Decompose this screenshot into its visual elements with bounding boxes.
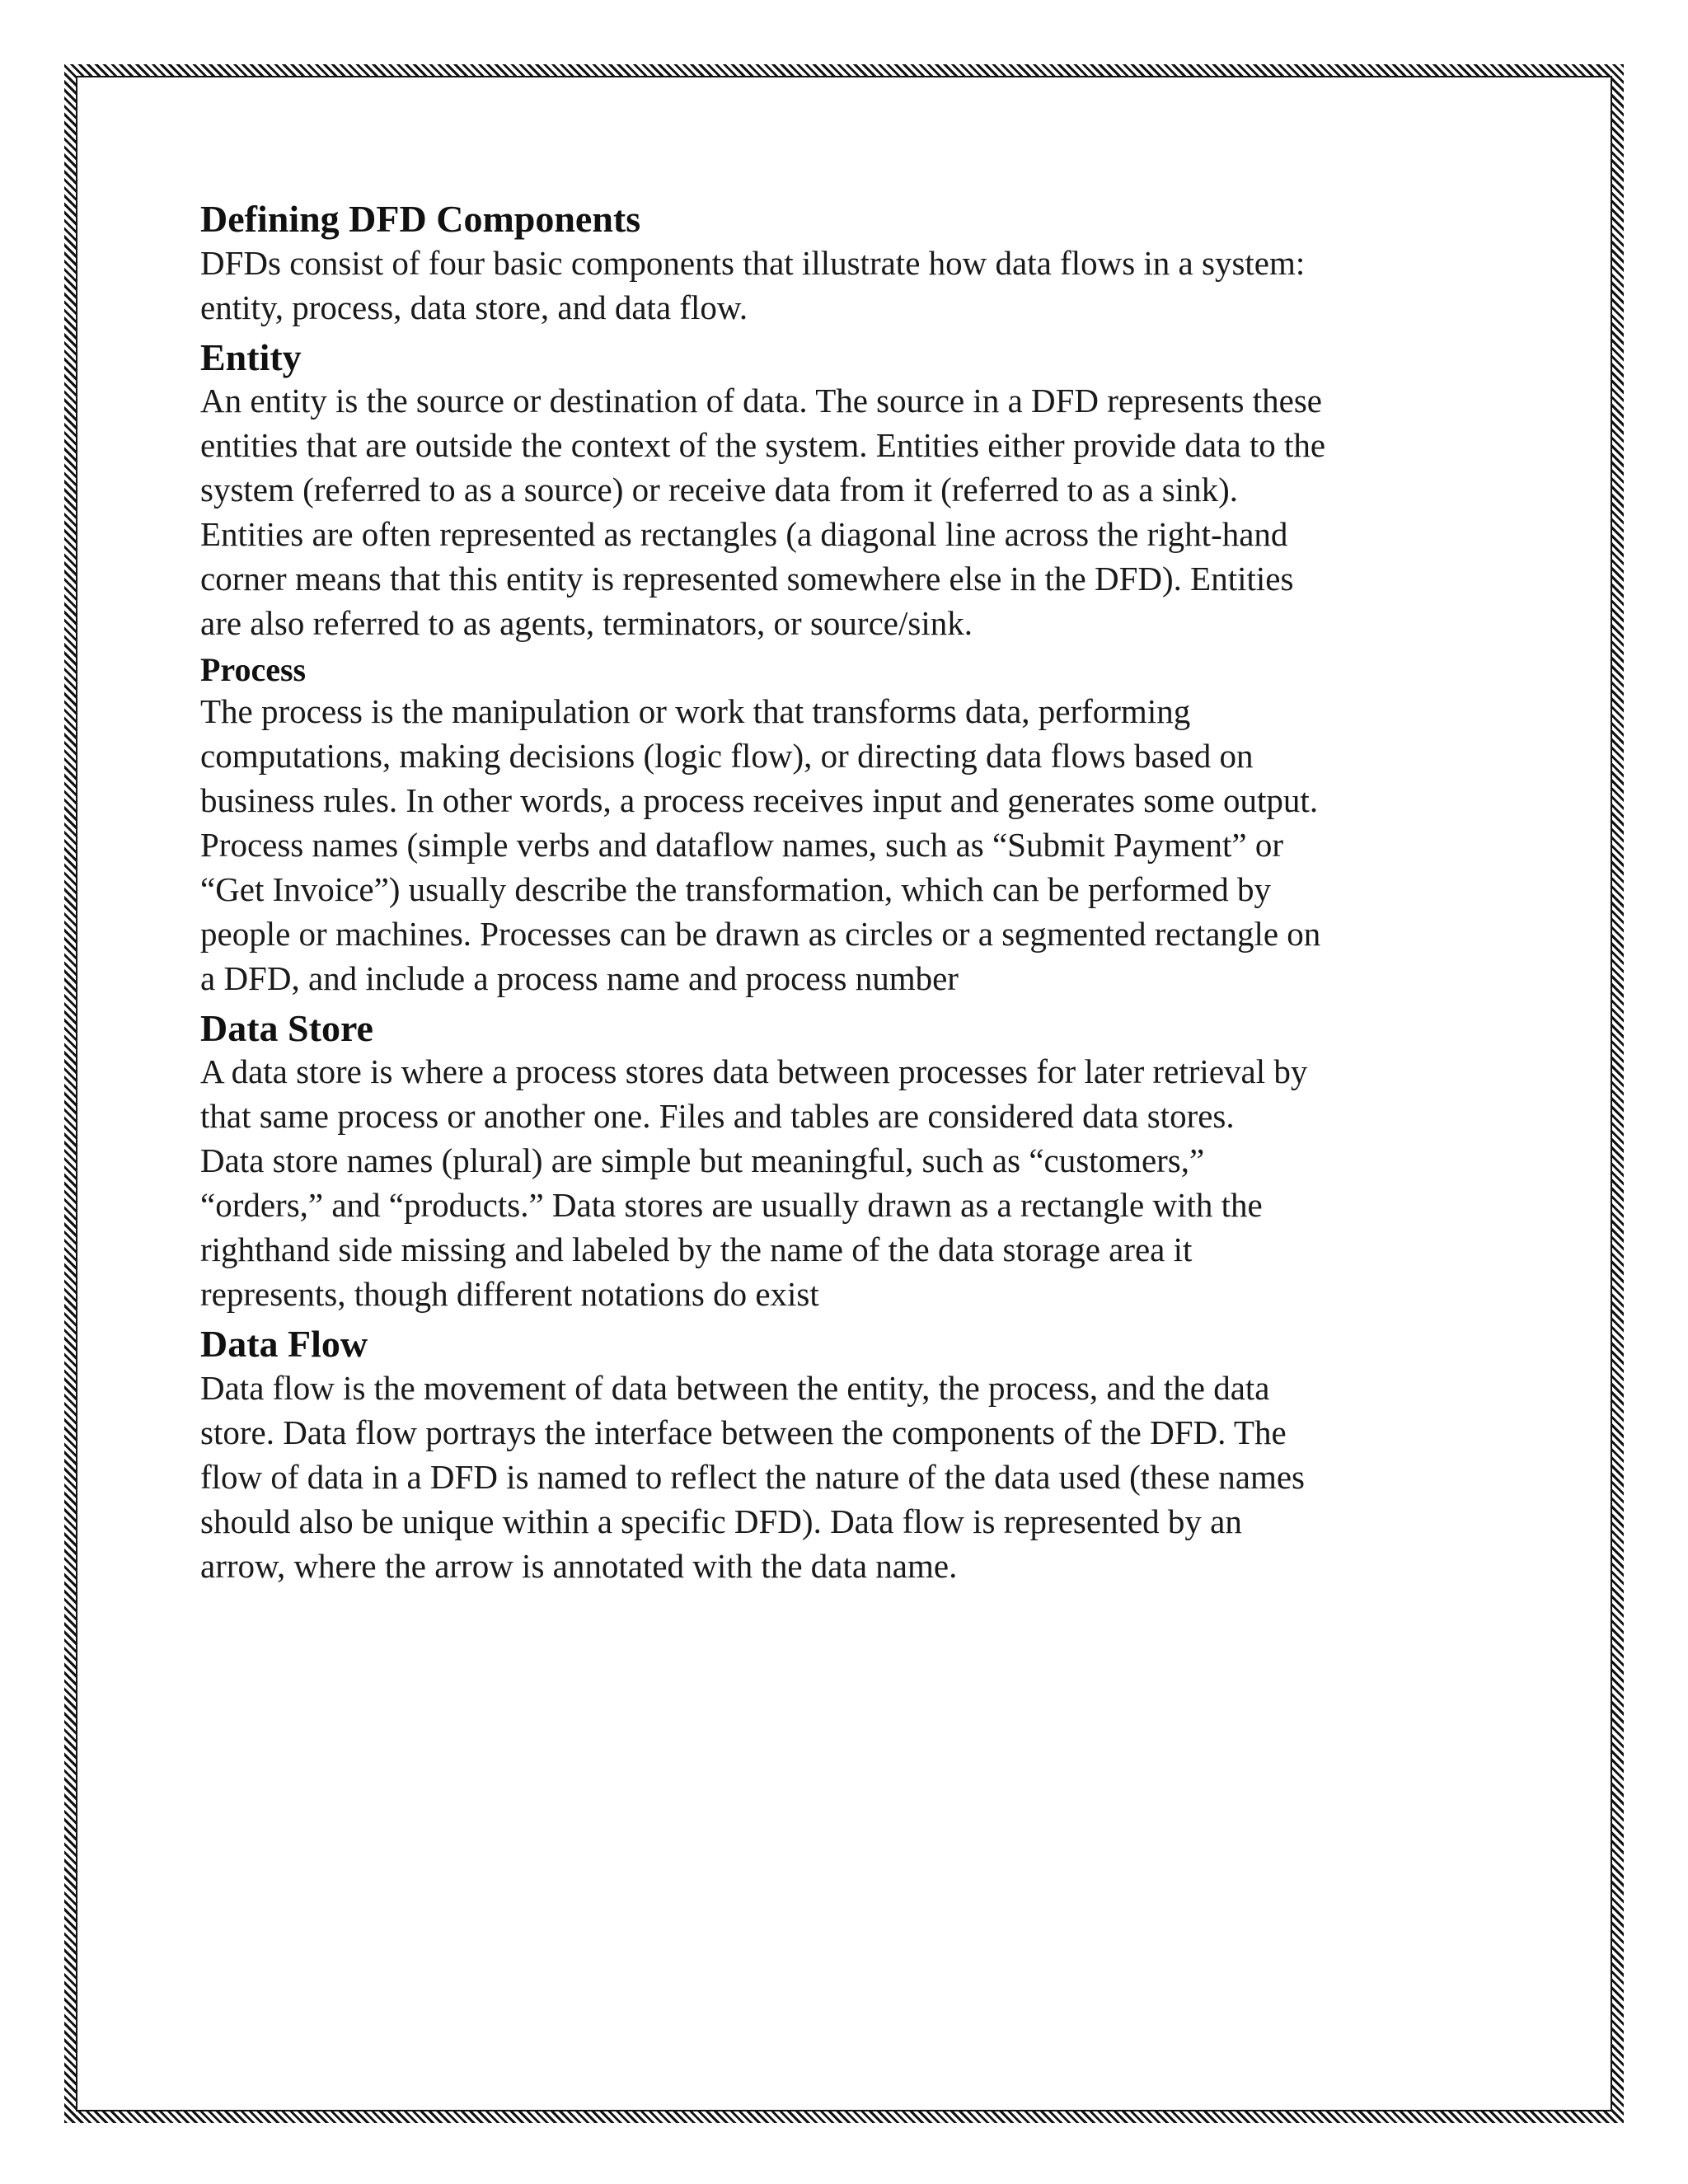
paragraph-line: business rules. In other words, a process receives input and generates some output.: [200, 780, 1319, 819]
paragraph-line: are also referred to as agents, terminators, or source/sink.: [200, 604, 973, 643]
paragraph-line: represents, though different notations do exist: [200, 1275, 819, 1314]
paragraph-line: Process names (simple verbs and dataflow names, such as “Submit Payment” or: [200, 825, 1283, 864]
paragraph-line: flow of data in a DFD is named to reflect the nature of the data used (these names: [200, 1457, 1306, 1496]
paragraph-line: should also be unique within a specific DFD). Data flow is represented by an: [200, 1502, 1242, 1540]
section-title: Defining DFD Components: [200, 198, 641, 240]
paragraph-line: entities that are outside the context of the system. Entities either provide data to the: [200, 426, 1326, 465]
paragraph-line: system (referred to as a source) or receive data from it (referred to as a sink).: [200, 471, 1239, 509]
paragraph-line: A data store is where a process stores data between processes for later retrieval by: [200, 1052, 1308, 1091]
paragraph-line: An entity is the source or destination of data. The source in a DFD represents these: [200, 382, 1322, 420]
paragraph-line: DFDs consist of four basic components that illustrate how data flows in a system:: [200, 243, 1306, 282]
paragraph-line: Data store names (plural) are simple but meaningful, such as “customers,”: [200, 1141, 1205, 1180]
section-title: Process: [200, 651, 307, 689]
section-data-flow: [200, 1323, 1503, 1588]
paragraph-line: people or machines. Processes can be drawn as circles or a segmented rectangle on: [200, 914, 1321, 953]
paragraph-line: entity, process, data store, and data flow.: [200, 288, 748, 326]
paragraph-line: “Get Invoice”) usually describe the transformation, which can be performed by: [200, 869, 1271, 908]
section-defining-dfd-components: [200, 198, 1503, 330]
section-data-store: [200, 1007, 1503, 1317]
paragraph-line: corner means that this entity is represented somewhere else in the DFD). Entities: [200, 560, 1294, 598]
paragraph-line: “orders,” and “products.” Data stores are usually drawn as a rectangle with the: [200, 1186, 1263, 1225]
paragraph-line: arrow, where the arrow is annotated with the data name.: [200, 1546, 958, 1585]
paragraph-line: that same process or another one. Files and tables are considered data stores.: [200, 1097, 1235, 1136]
paragraph-line: store. Data flow portrays the interface between the components of the DFD. The: [200, 1413, 1287, 1451]
section-title: Entity: [200, 335, 302, 378]
section-process: [200, 652, 1503, 1001]
paragraph-line: a DFD, and include a process name and process number: [200, 958, 959, 997]
paragraph-line: Data flow is the movement of data between the entity, the process, and the data: [200, 1368, 1270, 1407]
paragraph-line: computations, making decisions (logic flow), or directing data flows based on: [200, 736, 1254, 775]
section-title: Data Flow: [200, 1323, 368, 1366]
document-body: [200, 198, 1503, 1595]
paragraph-line: Entities are often represented as rectangles (a diagonal line across the right-hand: [200, 515, 1288, 554]
section-title: Data Store: [200, 1006, 373, 1049]
paragraph-line: The process is the manipulation or work that transforms data, performing: [200, 691, 1191, 730]
section-entity: [200, 336, 1503, 646]
paragraph-line: righthand side missing and labeled by the name of the data storage area it: [200, 1230, 1193, 1269]
